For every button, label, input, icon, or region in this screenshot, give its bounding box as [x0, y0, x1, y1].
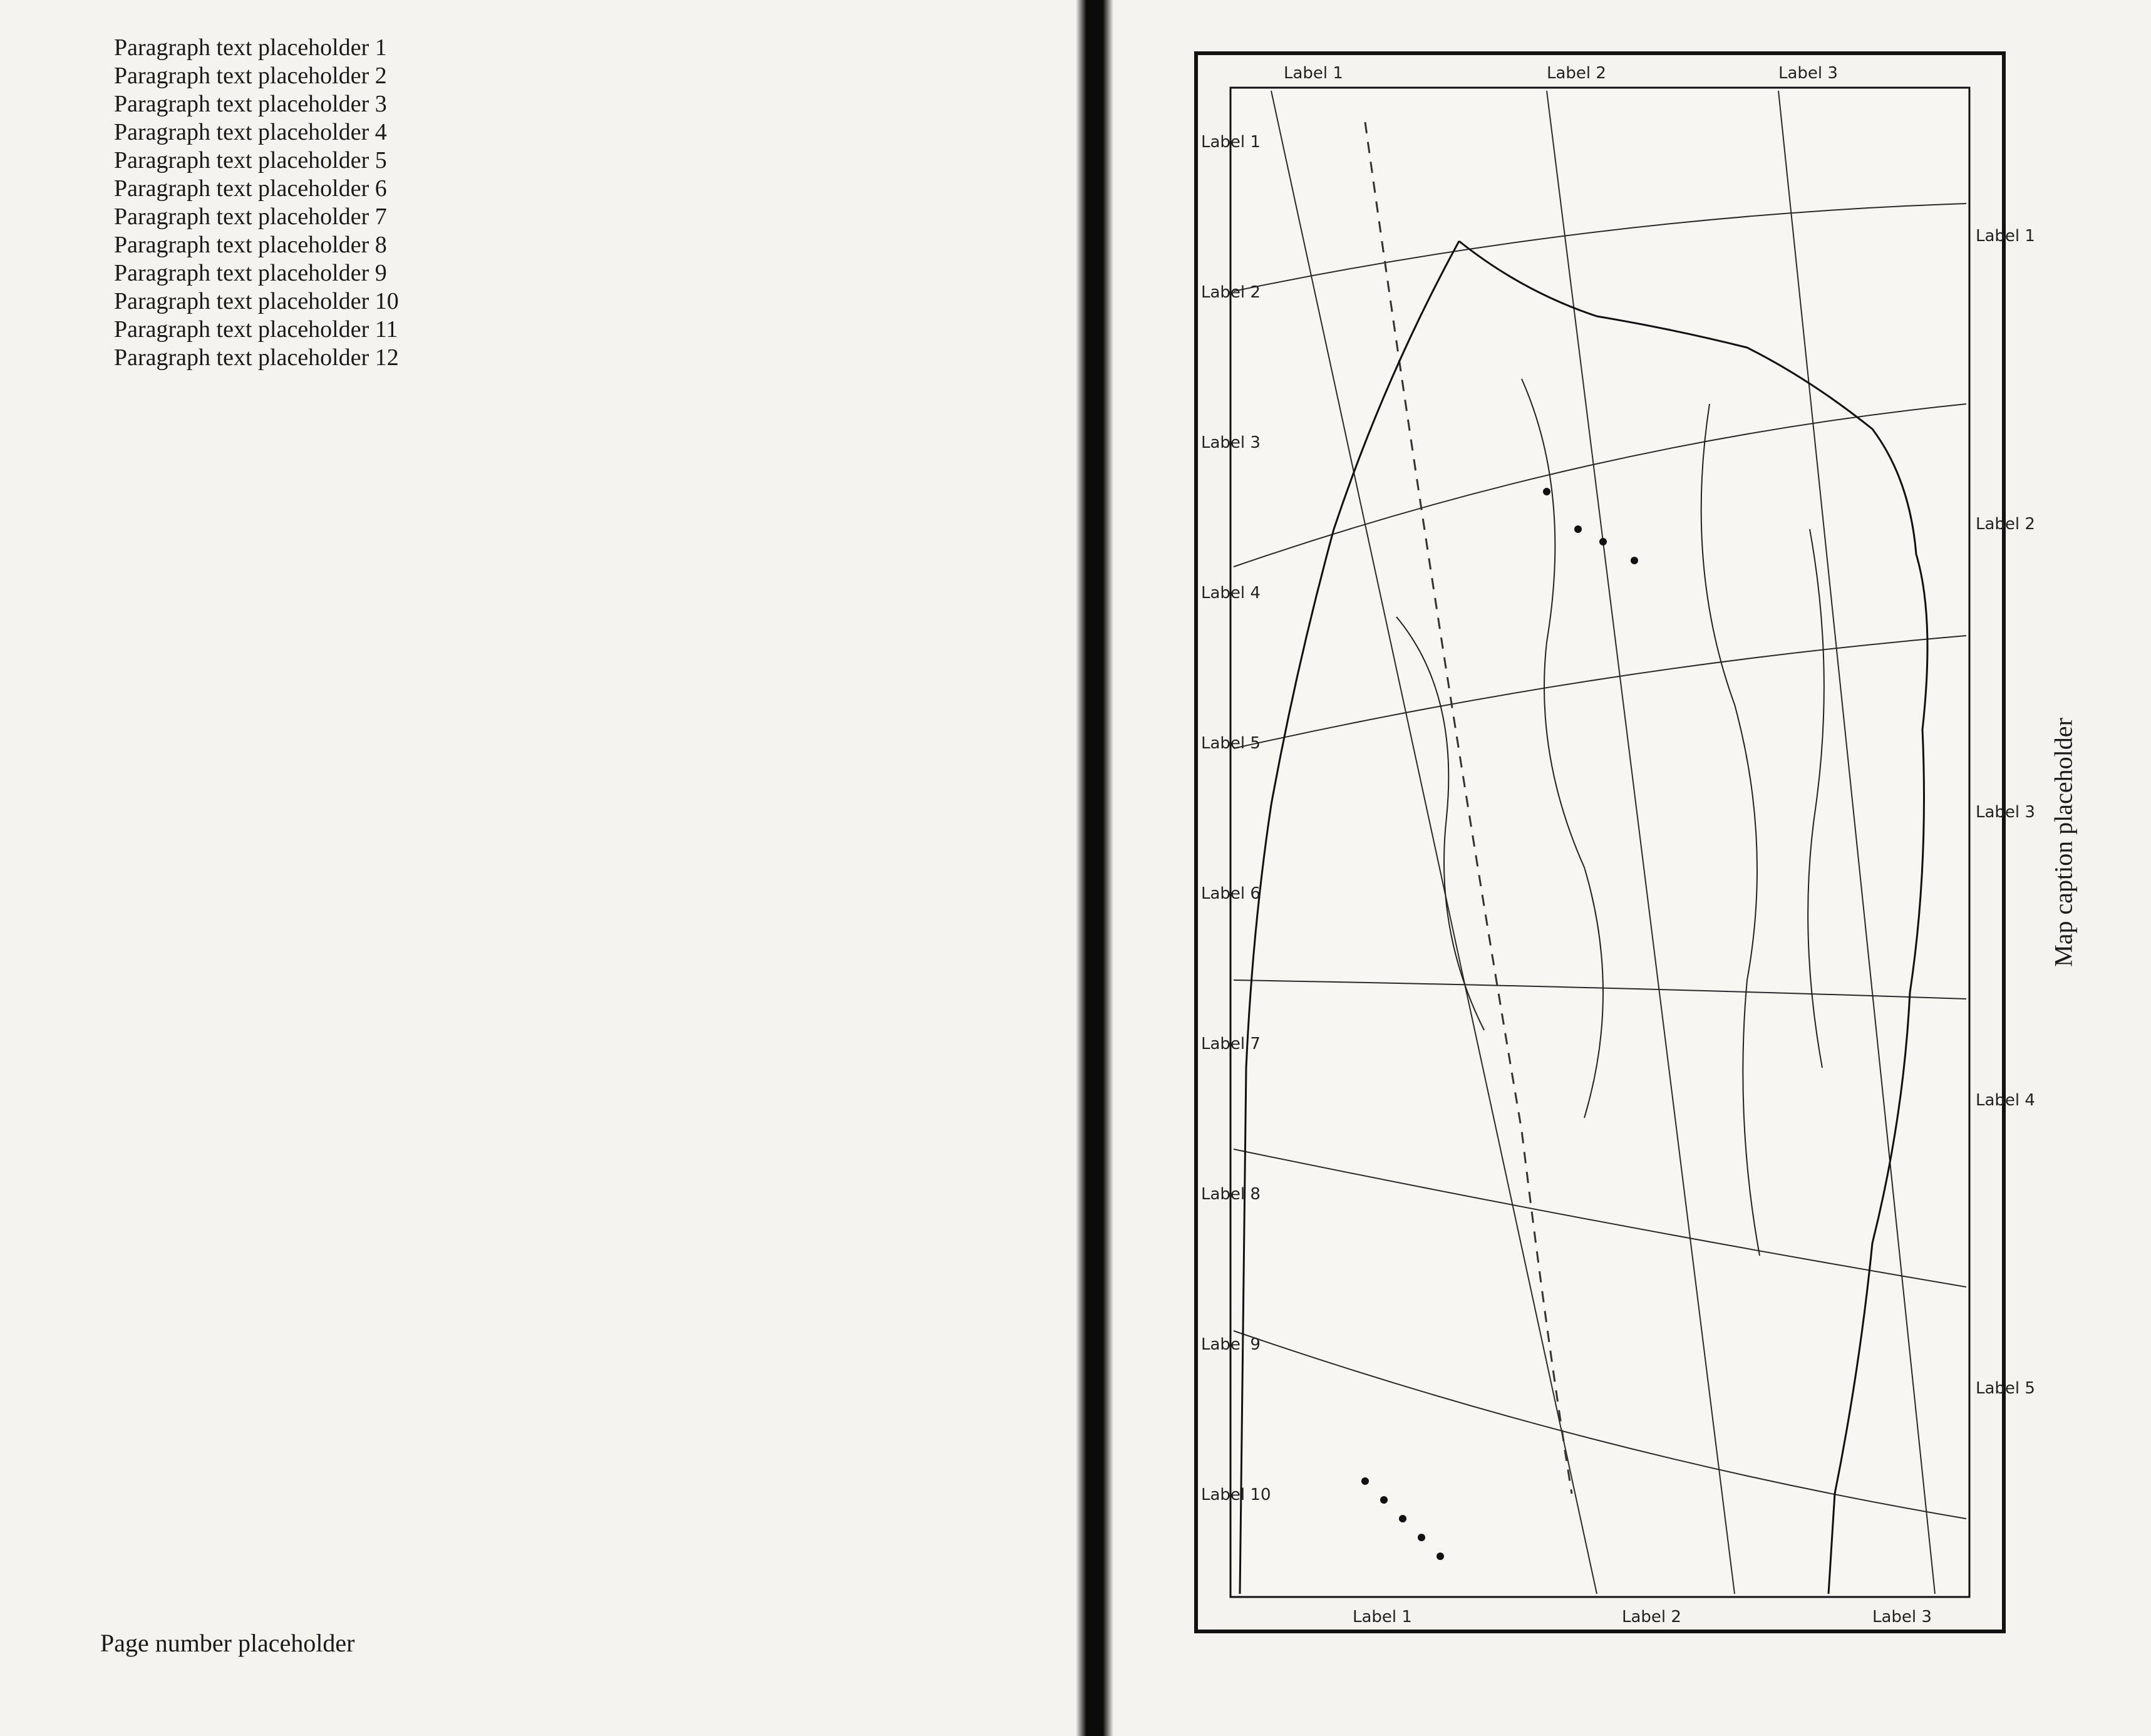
occurrence-dot — [1437, 1553, 1444, 1560]
right-label: Label 1 — [1976, 227, 2035, 245]
paragraph-5: Paragraph text placeholder 5 — [114, 147, 387, 173]
paragraph-7: Paragraph text placeholder 7 — [114, 204, 387, 230]
map-caption-area — [2007, 53, 2120, 1631]
book-gutter — [1076, 0, 1113, 1736]
right-label: Label 4 — [1976, 1091, 2035, 1110]
paragraph-1: Paragraph text placeholder 1 — [114, 34, 387, 61]
bottom-labels — [1353, 1608, 1932, 1626]
map-inner-frame — [1230, 88, 1969, 1597]
bottom-label: Label 3 — [1872, 1608, 1932, 1626]
left-label: Label 4 — [1201, 584, 1261, 602]
occurrence-dot — [1574, 525, 1582, 533]
occurrence-dot — [1543, 488, 1550, 495]
paragraph-9: Paragraph text placeholder 9 — [114, 260, 387, 286]
top-labels — [1284, 64, 1838, 83]
paragraph-11: Paragraph text placeholder 11 — [114, 316, 398, 343]
top-label: Label 3 — [1778, 64, 1838, 83]
distribution-map — [1196, 53, 2035, 1631]
left-label: Label 3 — [1201, 433, 1261, 452]
text-column — [74, 34, 1051, 373]
left-label: Label 1 — [1201, 133, 1261, 152]
left-label: Label 2 — [1201, 283, 1261, 302]
left-label: Label 10 — [1201, 1485, 1271, 1504]
occurrence-dot — [1399, 1515, 1406, 1522]
occurrence-dot — [1599, 538, 1607, 545]
paragraph-2: Paragraph text placeholder 2 — [114, 63, 387, 89]
map-caption: Map caption placeholder — [2049, 718, 2078, 967]
paragraph-10: Paragraph text placeholder 10 — [114, 288, 399, 314]
left-label: Label 8 — [1201, 1185, 1261, 1204]
paragraph-4: Paragraph text placeholder 4 — [114, 119, 387, 145]
occurrence-dot — [1361, 1477, 1369, 1485]
top-label: Label 1 — [1284, 64, 1343, 83]
left-label: Label 6 — [1201, 884, 1261, 903]
right-label: Label 2 — [1976, 515, 2035, 534]
left-label: Label 7 — [1201, 1035, 1261, 1053]
right-label: Label 3 — [1976, 803, 2035, 822]
top-label: Label 2 — [1547, 64, 1606, 83]
map-drawing — [1196, 53, 2035, 1631]
paragraph-6: Paragraph text placeholder 6 — [114, 175, 387, 202]
bottom-label: Label 2 — [1622, 1608, 1681, 1626]
bottom-label: Label 1 — [1353, 1608, 1412, 1626]
left-label: Label 5 — [1201, 734, 1261, 753]
occurrence-dot — [1380, 1496, 1388, 1504]
paragraph-12: Paragraph text placeholder 12 — [114, 344, 399, 371]
paragraph-8: Paragraph text placeholder 8 — [114, 232, 387, 258]
page-number: Page number placeholder — [100, 1629, 355, 1657]
right-label: Label 5 — [1976, 1379, 2035, 1398]
occurrence-dot — [1418, 1534, 1425, 1541]
left-label: Label 9 — [1201, 1335, 1261, 1354]
paragraph-3: Paragraph text placeholder 3 — [114, 91, 387, 117]
occurrence-dot — [1631, 557, 1638, 564]
